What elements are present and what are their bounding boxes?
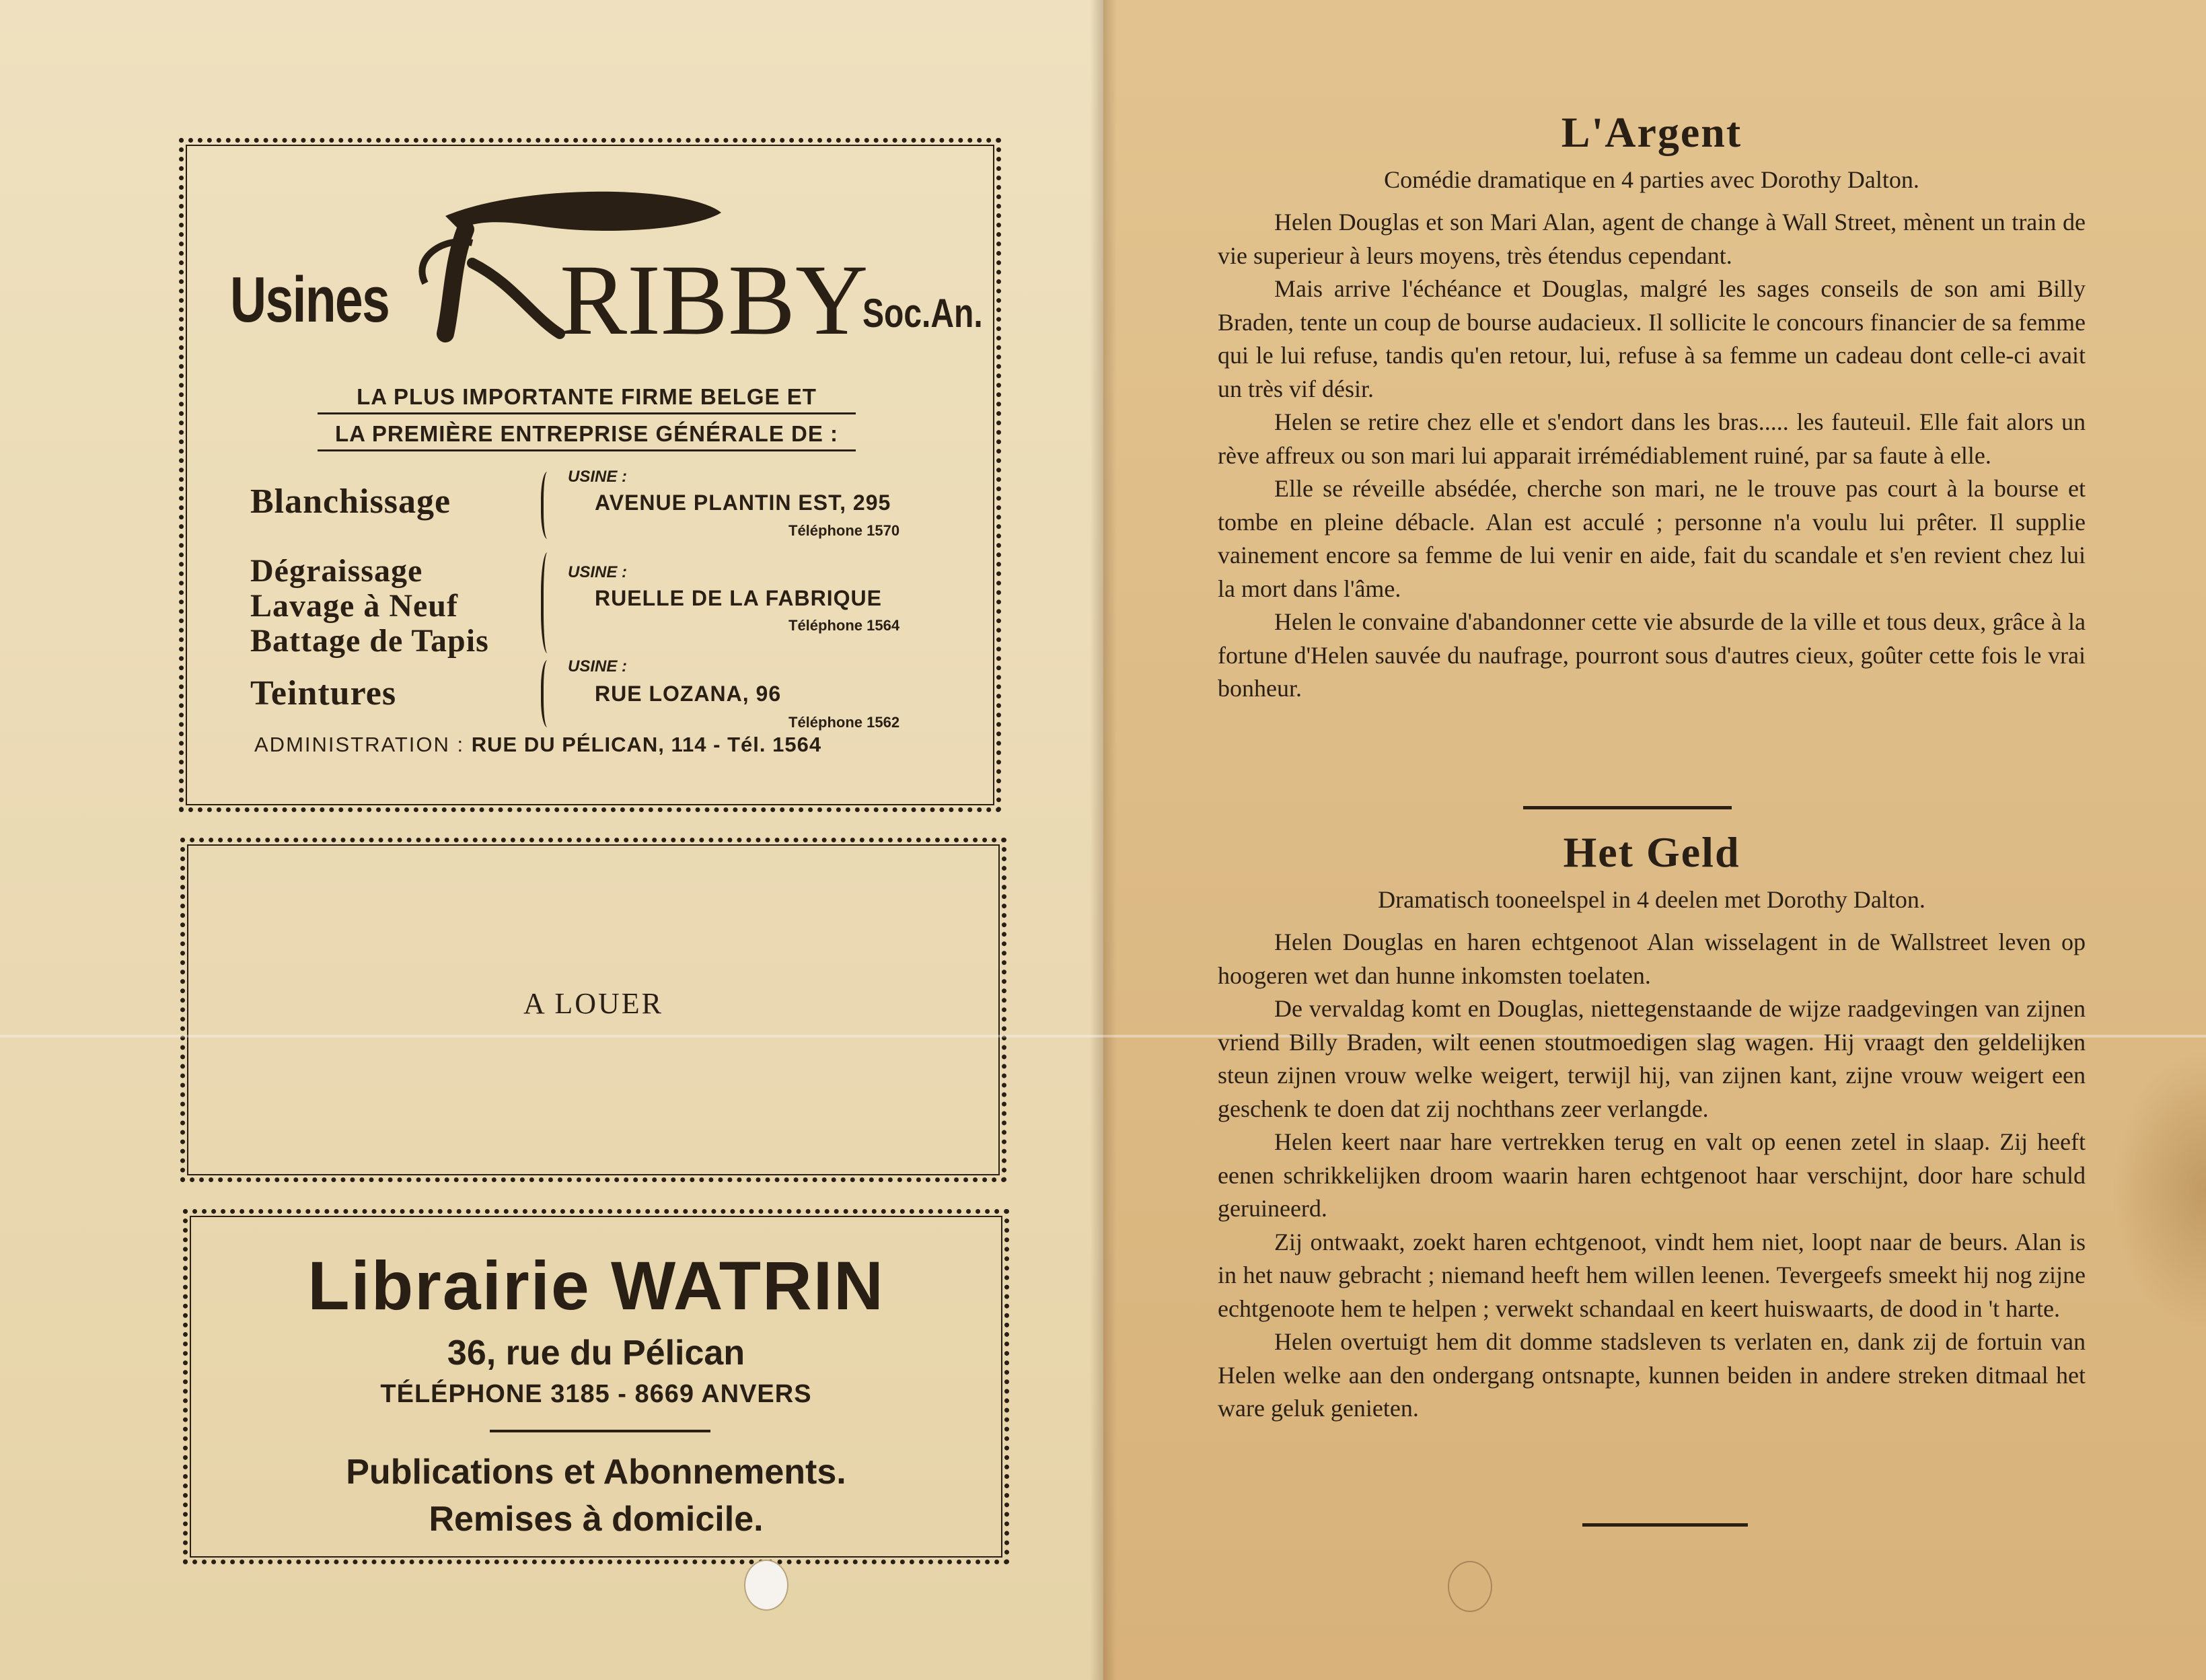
watrin-address: 36, rue du Pélican xyxy=(447,1334,745,1373)
french-paragraph: Helen se retire chez elle et s'endort dans les bras..... les fauteuil. Elle fait alors un rève affreux ou son mari lui apparait irrémédiablement ruiné, par sa faute à elle. xyxy=(1218,408,2086,469)
a-louer-text: A LOUER xyxy=(523,987,663,1020)
dutch-paragraph: Helen keert naar hare vertrekken terug en valt op eenen zetel in slaap. Zij heeft eenen schrikkelijken droom waarin haren echtgenoot haar verschijnt, door hare schuld geruineerd. xyxy=(1218,1128,2086,1222)
brace-3 xyxy=(541,660,557,727)
dutch-paragraph: Helen overtuigt hem dit domme stadsleven ts verlaten en, dank zij de fortuin van Helen welke aan den ondergang ontsnapte, kunnen beiden in andere streken ditmaal het ware geluk genieten. xyxy=(1218,1328,2086,1422)
service-teintures: Teintures xyxy=(250,674,397,713)
service-degraissage: Dégraissage xyxy=(250,553,423,589)
watrin-advertisement xyxy=(183,1209,1009,1564)
punch-hole-mark xyxy=(1448,1561,1492,1612)
service-lavage: Lavage à Neuf xyxy=(250,588,458,624)
ribby-advertisement xyxy=(179,138,1001,812)
french-body xyxy=(1218,206,2086,706)
dutch-section xyxy=(1218,828,2086,1426)
usine-label-3: USINE : xyxy=(568,657,628,675)
section-divider xyxy=(1523,806,1732,809)
watrin-publications: Publications et Abonnements. xyxy=(346,1453,846,1492)
watrin-phone: TÉLÉPHONE 3185 - 8669 ANVERS xyxy=(380,1380,812,1408)
a-louer-advertisement xyxy=(180,838,1006,1182)
tagline-2: LA PREMIÈRE ENTREPRISE GÉNÉRALE DE : xyxy=(318,421,856,451)
brace-2 xyxy=(541,552,557,653)
dutch-paragraph: Helen Douglas en haren echtgenoot Alan wisselagent in de Wallstreet leven op hoogeren wet dan hunne inkomsten toelaten. xyxy=(1218,928,2086,989)
end-divider xyxy=(1582,1523,1748,1527)
service-blanchissage: Blanchissage xyxy=(250,482,451,521)
usine-label-2: USINE : xyxy=(568,563,628,581)
dutch-paragraph: De vervaldag komt en Douglas, niettegenstaande de wijze raadgevingen van zijnen vriend Billy Braden, wilt eenen stoutmoedigen slag wagen. Hij vraagt den geldelijken steun zijnen vrouw welke weigert, terwijl hij, van zijnen kant, zijne vrouw weigert een geschenk te doen dat zij nochthans zeer verlangde. xyxy=(1218,995,2086,1122)
tagline-1: LA PLUS IMPORTANTE FIRME BELGE ET xyxy=(318,384,856,414)
ribby-logo-icon xyxy=(405,189,869,356)
booklet-spine xyxy=(1090,0,1117,1680)
french-subtitle: Comédie dramatique en 4 parties avec Dorothy Dalton. xyxy=(1384,166,1919,193)
watrin-remises: Remises à domicile. xyxy=(429,1500,764,1539)
watrin-name: Librairie WATRIN xyxy=(307,1247,885,1324)
punch-hole xyxy=(744,1560,788,1611)
french-paragraph: Helen Douglas et son Mari Alan, agent de change à Wall Street, mènent un train de vie superieur à leurs moyens, très étendus cependant. xyxy=(1218,209,2086,269)
usine-address-2: RUELLE DE LA FABRIQUE xyxy=(595,586,882,610)
usine-phone-3: Téléphone 1562 xyxy=(788,714,900,731)
usine-address-1: AVENUE PLANTIN EST, 295 xyxy=(595,490,891,515)
french-paragraph: Helen le convaine d'abandonner cette vie absurde de la ville et tous deux, grâce à la fortune d'Helen sauvée du naufrage, pourront sous d'autres cieux, goûter cette fois le vrai bonheur. xyxy=(1218,608,2086,702)
dutch-title: Het Geld xyxy=(1563,828,1740,876)
soc-an-label: Soc.An. xyxy=(862,291,983,336)
admin-address: RUE DU PÉLICAN, 114 - Tél. 1564 xyxy=(471,733,822,756)
brace-1 xyxy=(541,472,557,539)
french-paragraph: Elle se réveille absédée, cherche son mari, ne le trouve pas court à la bourse et tombe en pleine débacle. Alan est acculé ; personne n'a voulu lui prêter. Il supplie vainement encore sa femme de lui venir en aide, fait du scandale et s'en revient chez lui la mort dans l'âme. xyxy=(1218,475,2086,602)
administration-line xyxy=(254,733,821,757)
french-section xyxy=(1218,108,2086,706)
usine-phone-1: Téléphone 1570 xyxy=(788,522,900,539)
dutch-subtitle: Dramatisch tooneelspel in 4 deelen met Dorothy Dalton. xyxy=(1378,886,1925,913)
watrin-divider xyxy=(490,1430,710,1432)
usine-address-3: RUE LOZANA, 96 xyxy=(595,682,782,706)
usine-phone-2: Téléphone 1564 xyxy=(788,617,900,634)
french-title: L'Argent xyxy=(1561,108,1742,156)
dutch-body xyxy=(1218,926,2086,1426)
logo-letters: RIBBY xyxy=(560,244,869,356)
ribby-header xyxy=(230,189,983,356)
usines-label: Usines xyxy=(230,264,390,336)
paper-stain xyxy=(2112,1050,2206,1332)
dutch-paragraph: Zij ontwaakt, zoekt haren echtgenoot, vindt hem niet, loopt naar de beurs. Alan is in het nauw gebracht ; niemand heeft hem willen leenen. Tevergeefs smeekt hij nog zijne echtgenoote hem te helpen ; verwekt schandaal en keert huiswaarts, de dood in 't harte. xyxy=(1218,1228,2086,1322)
french-paragraph: Mais arrive l'échéance et Douglas, malgré les sages conseils de son ami Billy Braden, tente un coup de bourse audacieux. Il sollicite le concours financier de sa femme qui le lui refuse, tandis qu'en retour, lui, refuse à sa femme un cadeau dont celle-ci avait un très vif désir. xyxy=(1218,275,2086,402)
usine-label-1: USINE : xyxy=(568,468,628,486)
service-battage: Battage de Tapis xyxy=(250,623,489,659)
admin-label: ADMINISTRATION : xyxy=(254,733,465,756)
